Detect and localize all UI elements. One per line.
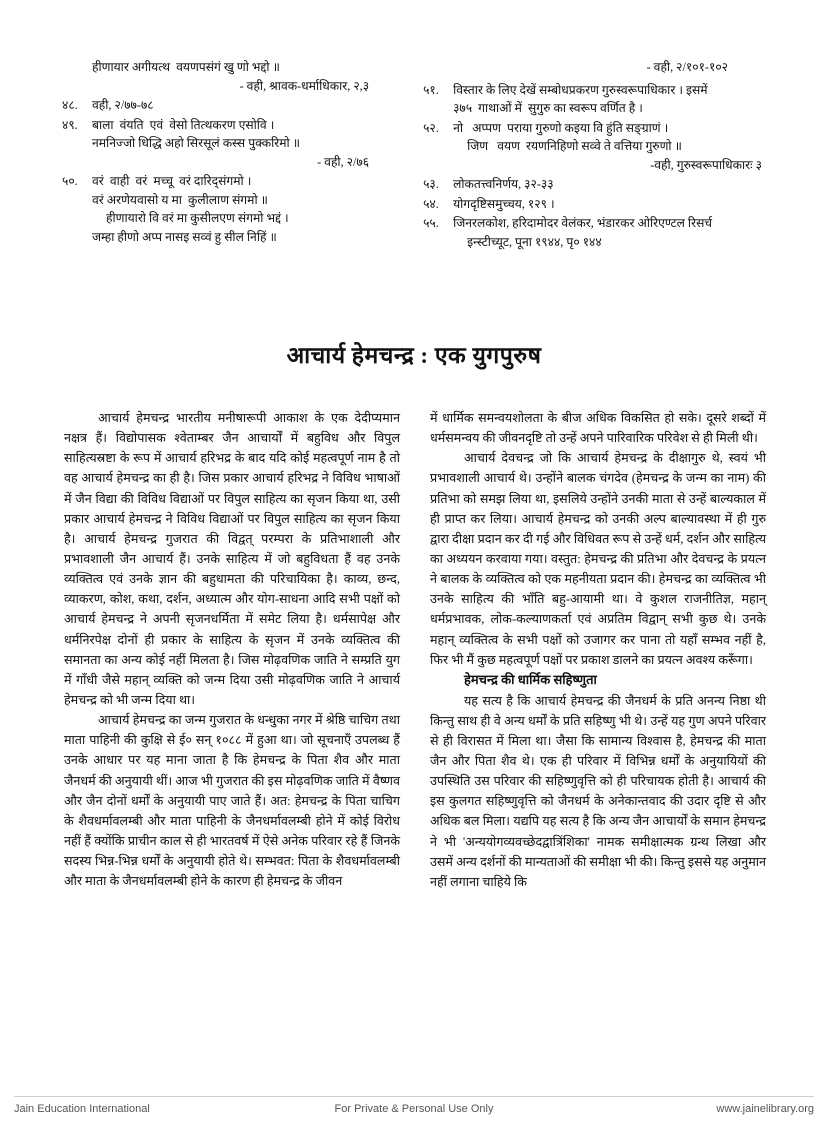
footnote-body xyxy=(453,175,768,194)
footnote-line: योगदृष्टिसमुच्चय, १२९ । xyxy=(453,196,555,211)
footnote-number: ५४. xyxy=(423,196,439,211)
footnote-line: नमनिज्जो धिद्धि अहो सिरसूलं कस्स पुक्करिमो ॥ xyxy=(92,136,301,151)
footnote-line: इन्स्टीच्यूट, पूना १९४४, पृ० १४४ xyxy=(467,234,602,249)
footnote-body xyxy=(92,172,397,246)
paragraph: में धार्मिक समन्वयशोलता के बीज अधिक विकसित हो सके। दूसरे शब्दों में धर्मसमन्वय की जीवनदृष्टि तो उन्हें अपने पारिवारिक परिवेश से ही मिली थी। xyxy=(430,411,766,446)
footnote-source: - वही, २/७६ xyxy=(317,154,370,169)
footnote-number: ४८. xyxy=(62,98,78,113)
footnote-line: वरं अरणेयवासो य मा कुलीलाण संगमो ॥ xyxy=(92,192,268,207)
footnote-number: ५२. xyxy=(423,120,439,135)
footnote-body xyxy=(92,116,397,172)
footnote-source: - वही, श्रावक-धर्माधिकार, २,३ xyxy=(239,78,370,93)
footnote-item xyxy=(62,172,397,246)
footnote-item xyxy=(62,96,397,115)
footnote-item xyxy=(62,58,397,95)
footnote-number: ५१. xyxy=(423,82,439,97)
page-title: आचार्य हेमचन्द्र : एक युगपुरुष xyxy=(286,343,542,368)
footnote-line: जम्हा हीणो अप्प नासइ सव्वं हु सील निहिं ॥ xyxy=(92,229,277,244)
footnote-line: ३७५ गाथाओं में सुगुरु का स्वरूप वर्णित है । xyxy=(453,101,643,116)
footnote-body xyxy=(453,81,768,118)
footnote-line: वरं वाही वरं मच्चू वरं दारिद्संगमो । xyxy=(92,174,252,189)
footnote-source: - वही, २/१०१-१०२ xyxy=(646,60,728,74)
footnote-line: हीणायार अगीयत्थ वयणपसंगं खु णो भद्दो ॥ xyxy=(92,60,280,74)
footnote-line: वही, २/७७-७८ xyxy=(92,98,154,113)
footnote-line: जिनरलकोश, हरिदामोदर वेलंकर, भंडारकर ओरिएण्टल रिसर्च xyxy=(453,216,713,231)
footnotes-right-column xyxy=(423,58,768,252)
paragraph: आचार्य देवचन्द्र जो कि आचार्य हेमचन्द्र के दीक्षागुरु थे, स्वयं भी प्रभावशाली आचार्य थे। उन्होंने बालक चंगदेव (हेमचन्द्र के जन्म का नाम) की प्रतिभा को समझ लिया था, इसलिये उन्होंने उनकी माता से उन्हें बाल्यकाल में ही प्राप्त कर लिया। आचार्य हेमचन्द्र को उनकी अल्प बाल्यावस्था में ही गुरु द्वारा दीक्षा प्रदान कर दी गई और विधिवत रूप से उन्हें धर्म, दर्शन और साहित्य का अध्ययन करवाया गया। वस्तुत: हेमचन्द्र की प्रतिभा और देवचन्द्र के प्रयत्न ने बालक के व्यक्तित्व को एक महनीयता प्रदान की। हेमचन्द्र का व्यक्तित्व भी उनके साहित्य की भाँति बहु-आयामी था। वे कुशल राजनीतिज्ञ, महान् धर्मप्रभावक, लोक-कल्याणकर्ता एवं अप्रतिम विद्वान् सभी कुछ थे। उनके महान् व्यक्तित्व के सभी पक्षों को उजागर कर पाना तो यहाँ सम्भव नहीं है, फिर भी मैं कुछ महत्वपूर्ण पक्षों पर प्रकाश डालने का प्रयत्न अवश्य करूँगा। xyxy=(430,451,766,667)
footnote-body xyxy=(453,195,768,214)
footnote-number: ४९. xyxy=(62,117,78,132)
footnote-body xyxy=(92,58,397,95)
footnote-item xyxy=(423,195,768,214)
section-heading: हेमचन्द्र की धार्मिक सहिष्णुता xyxy=(464,671,597,687)
footnote-item xyxy=(423,214,768,251)
footnote-body xyxy=(453,214,768,251)
footnote-number: ५५. xyxy=(423,216,439,231)
footnote-line: हीणायारो वि वरं मा कुसीलएण संगमो भद्दं । xyxy=(106,211,289,226)
article-body xyxy=(64,408,766,1048)
footnote-item xyxy=(423,119,768,175)
footnote-item xyxy=(62,116,397,172)
footnote-body xyxy=(92,96,397,115)
paragraph: आचार्य हेमचन्द्र भारतीय मनीषारूपी आकाश के एक देदीप्यमान नक्षत्र हैं। विद्योपासक श्वेताम्बर जैन आचार्यों में बहुविध और विपुल साहित्यस्रष्टा के रूप में आचार्य हरिभद्र के बाद यदि कोई महत्वपूर्ण नाम है तो वह आचार्य हेमचन्द्र का ही है। जिस प्रकार आचार्य हरिभद्र ने विविध भाषाओं में जैन विद्या की विविध विद्याओं पर विपुल साहित्य का सृजन किया था, उसी प्रकार आचार्य हेमचन्द्र ने विविध विद्याओं पर विपुल साहित्य का सृजन किया है। आचार्य हेमचन्द्र गुजरात की विद्वत् परम्परा के प्रतिभाशाली और प्रभावशाली जैन आचार्य हैं। उनके साहित्य में जो बहुविधता हैं वह उनके व्यक्तित्व एवं उनके ज्ञान की बहुधामता की परिचायिका है। काव्य, छन्द, व्याकरण, कोश, कथा, दर्शन, अध्यात्म और योग-साधना आदि सभी पक्षों को आचार्य हेमचन्द्र ने अपनी सृजनधर्मिता में समेट लिया है। धर्मसापेक्ष और धर्मनिरपेक्ष दोनों ही प्रकार के साहित्य के सृजन में उनके व्यक्तित्व की समानता का अन्य कोई नहीं मिलता है। जिस मोढ़वणिक जाति ने सम्प्रति युग में गाँधी जैसे महान् व्यक्ति को जन्म दिया उसी मोढ़वणिक जाति ने आचार्य हेमचन्द्र को भी जन्म दिया था। xyxy=(64,411,400,707)
footnote-body xyxy=(453,119,768,175)
footnote-number: ५३. xyxy=(423,177,439,192)
footer-left-text: Jain Education International xyxy=(14,1103,150,1115)
footer-center-text: For Private & Personal Use Only xyxy=(334,1103,494,1115)
footnotes-left-column xyxy=(62,58,397,252)
footnote-line: लोकतत्त्वनिर्णय, ३२-३३ xyxy=(453,177,554,192)
footnote-line: नो अप्पण पराया गुरुणो कइया वि हुंति सङ्ग्राणं । xyxy=(453,120,669,135)
body-right-column xyxy=(430,408,766,1048)
footer-divider xyxy=(14,1096,814,1097)
footnote-number xyxy=(62,58,92,95)
paragraph: यह सत्य है कि आचार्य हेमचन्द्र की जैनधर्म के प्रति अनन्य निष्ठा थी किन्तु साथ ही वे अन्य धर्मों के प्रति सहिष्णु भी थे। उन्हें यह गुण अपने परिवार से ही विरासत में मिला था। जैसा कि सामान्य विश्वास है, हेमचन्द्र की माता जैन और पिता शैव थे। एक ही परिवार में विभिन्न धर्मों के अनुयायियों की उपस्थिति उस परिवार की सहिष्णुवृत्ति को ही परिचायक होती है। आचार्य की इस कुलगत सहिष्णुवृत्ति को जैनधर्म के अनेकान्तवाद की उदार दृष्टि से और अधिक बल मिला। यद्यपि यह सत्य है कि अन्य जैन आचार्यों के समान हेमचन्द्र ने भी 'अन्ययोगव्यवच्छेदद्वात्रिंशिका' नामक समीक्षात्मक ग्रन्थ लिखा और उसमें अन्य दर्शनों की मान्यताओं की समीक्षा भी की। किन्तु इससे यह अनुमान नहीं लगाना चाहिये कि xyxy=(430,693,766,889)
page-footer xyxy=(0,1103,828,1123)
footnote-line: बाला वंयति एवं वेसो तित्थकरण एसोवि । xyxy=(92,117,275,132)
footnotes-section xyxy=(62,58,768,252)
footnote-number: ५०. xyxy=(62,174,78,189)
footnote-line: विस्तार के लिए देखें सम्बोधप्रकरण गुरुस्वरूपाधिकार । इसमें xyxy=(453,82,708,97)
footnote-item xyxy=(423,81,768,118)
footnote-line: जिण वयण रयणनिहिणो सव्वे ते वत्तिया गुरुणो ॥ xyxy=(467,139,682,154)
footer-website-link[interactable]: www.jainelibrary.org xyxy=(716,1103,814,1115)
footnote-item xyxy=(423,175,768,194)
paragraph: आचार्य हेमचन्द्र का जन्म गुजरात के धन्धुका नगर में श्रेष्ठि चाचिग तथा माता पाहिनी की कुक्षि से ई० सन् १०८८ में हुआ था। जो सूचनाएँ उपलब्ध हैं उनके आधार पर यह माना जाता है कि हेमचन्द्र के पिता शैव और माता जैनधर्म की अनुयायी थीं। आज भी गुजरात की इस मोढ़वणिक जाति में वैष्णव और जैन दोनों धर्मों के अनुयायी पाए जाते हैं। अत: हेमचन्द्र के पिता चाचिग के शैवधर्मावलम्बी और माता पाहिनी के जैनधर्मावलम्बी होने में कोई विरोध नहीं हैं क्योंकि प्राचीन काल से ही भारतवर्ष में ऐसे अनेक परिवार रहे हैं जिनके सदस्य भिन्न-भिन्न धर्मों के अनुयायी होते थे। सम्भवत: पिता के शैवधर्मावलम्बी और माता के जैनधर्मावलम्बी होने के कारण ही हेमचन्द्र के जीवन xyxy=(64,713,400,889)
body-left-column xyxy=(64,408,400,1048)
footnote-source: -वही, गुरुस्वरूपाधिकारः ३ xyxy=(650,157,762,172)
